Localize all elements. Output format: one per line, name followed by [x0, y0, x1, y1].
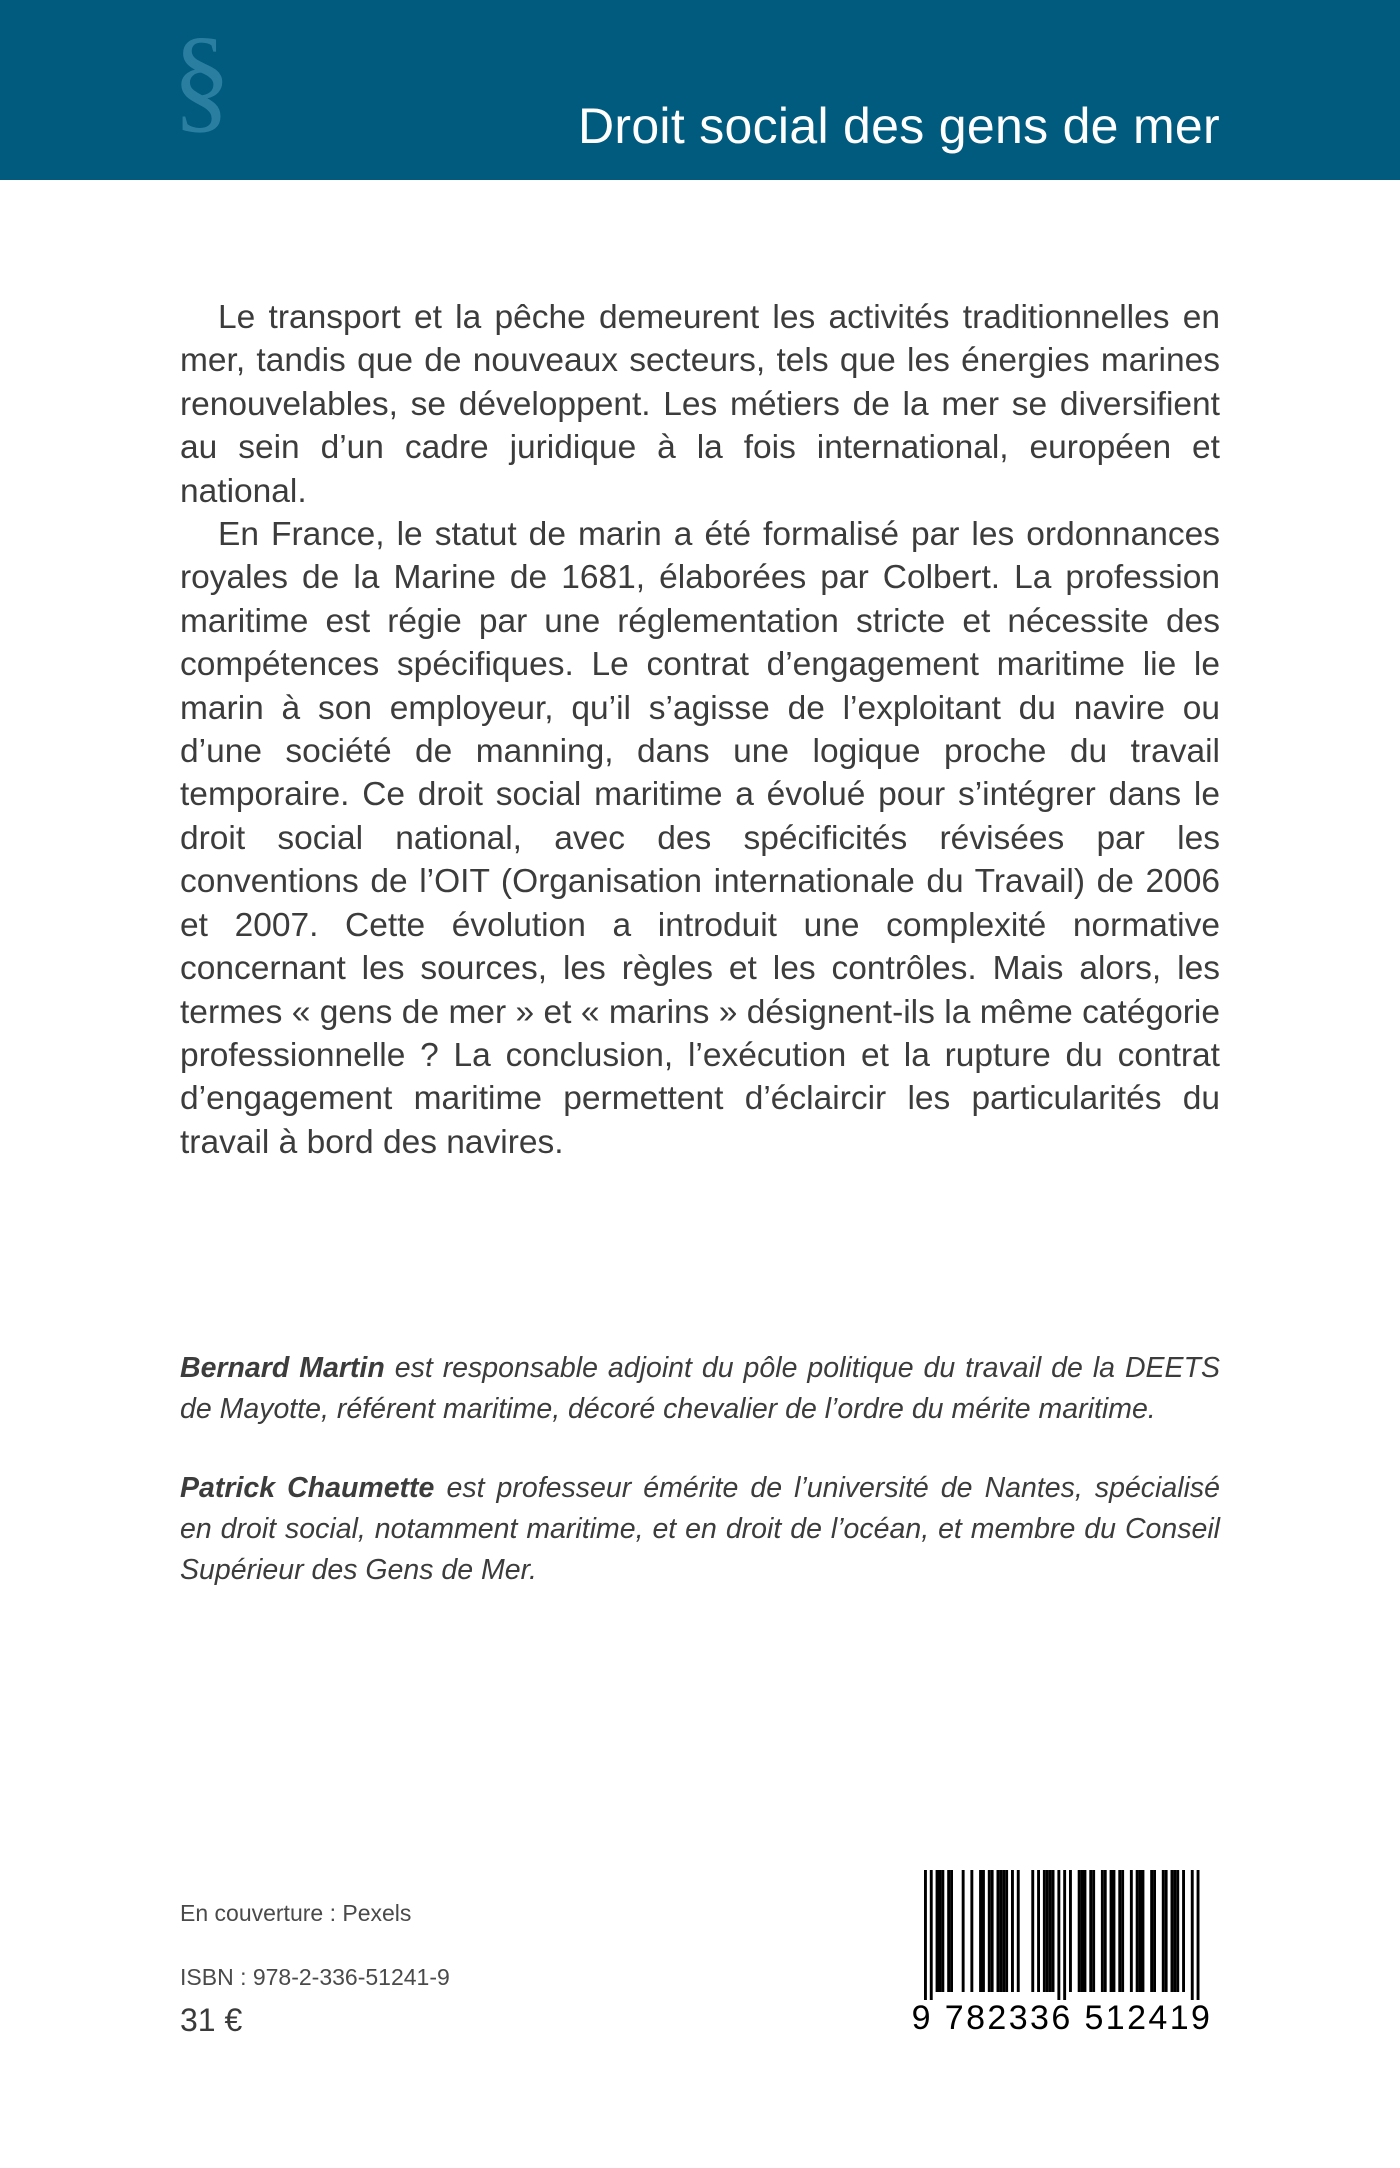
series-title: Droit social des gens de mer — [577, 97, 1220, 154]
section-sign-icon: § — [172, 13, 231, 144]
barcode-bar — [970, 1870, 973, 1992]
barcode-bar — [1002, 1870, 1005, 1992]
barcode — [904, 1866, 1220, 2038]
barcode-bar — [1150, 1870, 1153, 1992]
barcode-bar — [1139, 1870, 1142, 1992]
barcode-bar — [936, 1870, 939, 1992]
author-bio-text: est responsable adjoint du pôle politique du travail de la DEETS de Mayotte, référent maritime, décoré chevalier de l’ordre du mérite maritime. — [180, 1352, 1220, 1425]
barcode-bar — [1078, 1870, 1081, 1992]
barcode-bar — [1176, 1870, 1179, 1992]
barcode-bar — [1037, 1870, 1040, 1992]
author-name: Patrick Chaumette — [180, 1472, 435, 1504]
barcode-bar — [941, 1870, 944, 1992]
barcode-bar — [1191, 1870, 1194, 2000]
author-bio-text: est professeur émérite de l’université de Nantes, spécialisé en droit social, notamment maritime, et en droit de l’océan, et membre du Conseil Supérieur des Gens de Mer. — [180, 1472, 1220, 1586]
barcode-bar — [962, 1870, 965, 1992]
barcode-bar — [1084, 1870, 1087, 1992]
barcode-bars — [914, 1870, 1210, 2000]
summary-paragraph: En France, le statut de marin a été formalisé par les ordonnances royales de la Marine de 1681, élaborées par Colbert. La profession maritime est régie par une réglementation stricte et nécessite des compétences spécifiques. Le contrat d’engagement maritime lie le marin à son employeur, qu’il s’agisse de l’exploitant du navire ou d’une société de manning, dans une logique proche du travail temporaire. Ce droit social maritime a évolué pour s’intégrer dans le droit social national, avec des spécificités révisées par les conventions de l’OIT (Organisation internationale du Travail) de 2006 et 2007. Cette évolution a introduit une complexité normative concernant les sources, les règles et les contrôles. Mais alors, les termes « gens de mer » et « marins » désignent-ils la même catégorie professionnelle ? La conclusion, l’exécution et la rupture du contrat d’engagement maritime permettent d’éclaircir les particularités du travail à bord des navires. — [180, 516, 1220, 1161]
barcode-bar — [1069, 1870, 1072, 1992]
barcode-bar — [1017, 1870, 1020, 1992]
barcode-bar — [988, 1870, 991, 1992]
price: 31 € — [180, 2002, 243, 2038]
barcode-bar — [1092, 1870, 1095, 1992]
barcode-bar — [991, 1870, 994, 1992]
barcode-bar — [1142, 1870, 1145, 1992]
barcode-bar — [1130, 1870, 1133, 1992]
barcode-bar — [1121, 1870, 1124, 1992]
barcode-bar — [1089, 1870, 1092, 1992]
summary-paragraph: Le transport et la pêche demeurent les activités traditionnelles en mer, tandis que de nouveaux secteurs, tels que les énergies marines renouvelables, se développent. Les métiers de la mer se diversifient au sein d’un cadre juridique à la fois international, européen et national. — [180, 299, 1220, 510]
barcode-bar — [1049, 1870, 1052, 1992]
barcode-bar — [1165, 1870, 1168, 1992]
barcode-bar — [1171, 1870, 1174, 1992]
barcode-bar — [947, 1870, 950, 1992]
barcode-bar — [1057, 1870, 1060, 2000]
barcode-bar — [1052, 1870, 1055, 1992]
barcode-bar — [979, 1870, 982, 1992]
barcode-bar — [950, 1870, 953, 1992]
barcode-bar — [930, 1870, 933, 2000]
barcode-bar — [982, 1870, 985, 1992]
barcode-bar — [1011, 1870, 1014, 1992]
barcode-bar — [939, 1870, 942, 1992]
barcode-bar — [1182, 1870, 1185, 1992]
author-name: Bernard Martin — [180, 1352, 385, 1384]
author-bio — [180, 1348, 1220, 1430]
barcode-bar — [1153, 1870, 1156, 1992]
author-bio — [180, 1468, 1220, 1591]
barcode-bar — [1173, 1870, 1176, 1992]
barcode-digits: 9 782336 512419 — [911, 1999, 1213, 2037]
barcode-bar — [1063, 1870, 1066, 2000]
author-bios — [180, 1348, 1220, 1629]
barcode-bar — [1197, 1870, 1200, 2000]
isbn: ISBN : 978-2-336-51241-9 — [180, 1964, 450, 1990]
barcode-bar — [1046, 1870, 1049, 1992]
barcode-bar — [1005, 1870, 1008, 1992]
back-cover-summary — [180, 296, 1220, 1164]
barcode-bar — [1081, 1870, 1084, 1992]
barcode-bar — [924, 1870, 927, 2000]
barcode-bar — [1136, 1870, 1139, 1992]
barcode-bar — [1043, 1870, 1046, 1992]
barcode-bar — [1031, 1870, 1034, 1992]
barcode-bar — [999, 1870, 1002, 1992]
barcode-bar — [1118, 1870, 1121, 1992]
barcode-bar — [1110, 1870, 1113, 1992]
barcode-bar — [1104, 1870, 1107, 1992]
barcode-bar — [1162, 1870, 1165, 1992]
header-band — [0, 0, 1400, 180]
cover-credit: En couverture : Pexels — [180, 1900, 412, 1926]
barcode-bar — [1101, 1870, 1104, 1992]
barcode-bar — [997, 1870, 1000, 1992]
barcode-bar — [1113, 1870, 1116, 1992]
